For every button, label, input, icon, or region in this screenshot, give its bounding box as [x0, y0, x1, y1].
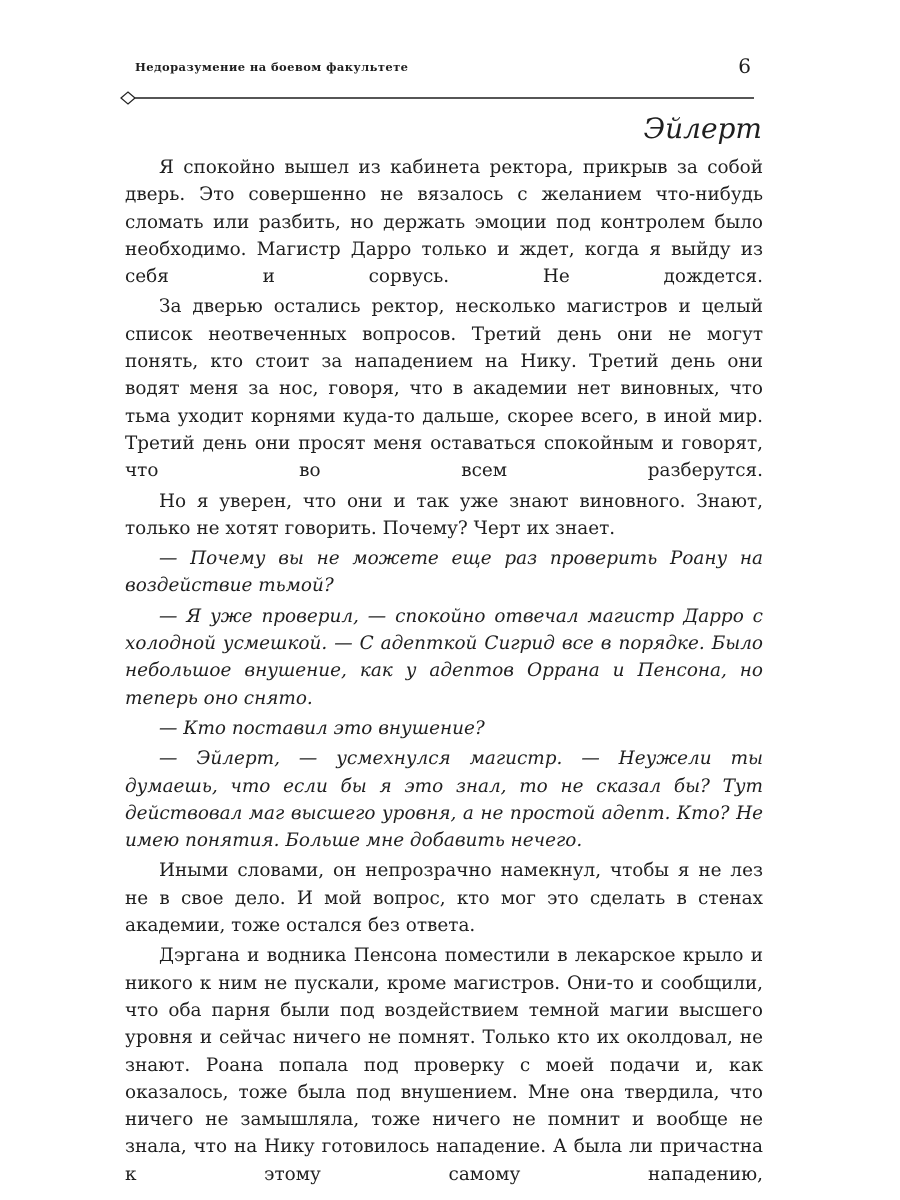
dialogue-line: — Кто поставил это внушение? — [159, 717, 485, 739]
paragraph: Дэргана и водника Пенсона поместили в лекарское крыло и никого к ним не пускали, кроме магистров. Они-то и сообщили, что оба парня были под воздействием темной магии высшего уровня и сейчас ничего не помнят. Только кто их околдовал, не знают. Роана попала под проверку с моей подачи и, как оказалось, тоже была под внушением. Мне она твердила, что ничего не замышляла, тоже ничего не помнит и вообще не знала, что на Нику готовилось нападение. А была ли причастна к этому самому нападению, — [125, 945, 763, 1185]
page-header — [135, 54, 753, 82]
paragraph: Но я уверен, что они и так уже знают виновного. Знают, только не хотят говорить. Почему? Черт их знает. — [125, 490, 763, 539]
page-number: 6 — [738, 54, 751, 78]
paragraph: За дверью остались ректор, несколько магистров и целый список неотвеченных вопросов. Третий день они не могут понять, кто стоит за нападением на Нику. Третий день они водят меня за нос, говоря, что в академии нет виновных, что тьма уходит корнями куда-то дальше, скорее всего, в иной мир. Третий день они просят меня оставаться спокойным и говорят, что во всем разберутся. — [125, 296, 763, 482]
dialogue-line: — Почему вы не можете еще раз проверить Роану на воздействие тьмой? — [125, 548, 763, 597]
paragraph: Я спокойно вышел из кабинета ректора, прикрыв за собой дверь. Это совершенно не вязалось с желанием что-нибудь сломать или разбить, но держать эмоции под контролем было необходимо. Магистр Дарро только и ждет, когда я выйду из себя и сорвусь. Не дождется. — [125, 157, 763, 288]
dialogue-line: — Эйлерт, — усмехнулся магистр. — Неужели ты думаешь, что если бы я это знал, то не сказал бы? Тут действовал маг высшего уровня, а не простой адепт. Кто? Не имею понятия. Больше мне добавить нечего. — [125, 748, 763, 852]
diamond-ornament-icon — [121, 92, 135, 104]
chapter-name: Эйлерт — [643, 112, 762, 145]
body-text — [125, 154, 763, 1191]
running-title: Недоразумение на боевом факультете — [135, 60, 409, 74]
paragraph: Иными словами, он непрозрачно намекнул, чтобы я не лез не в свое дело. И мой вопрос, кто мог это сделать в стенах академии, тоже остался без ответа. — [125, 860, 763, 937]
dialogue-line: — Я уже проверил, — спокойно отвечал магистр Дарро с холодной усмешкой. — С адепткой Сигрид все в порядке. Было небольшое внушение, как у адептов Оррана и Пенсона, но теперь оно снято. — [125, 605, 763, 709]
header-rule-ornament — [120, 90, 754, 106]
